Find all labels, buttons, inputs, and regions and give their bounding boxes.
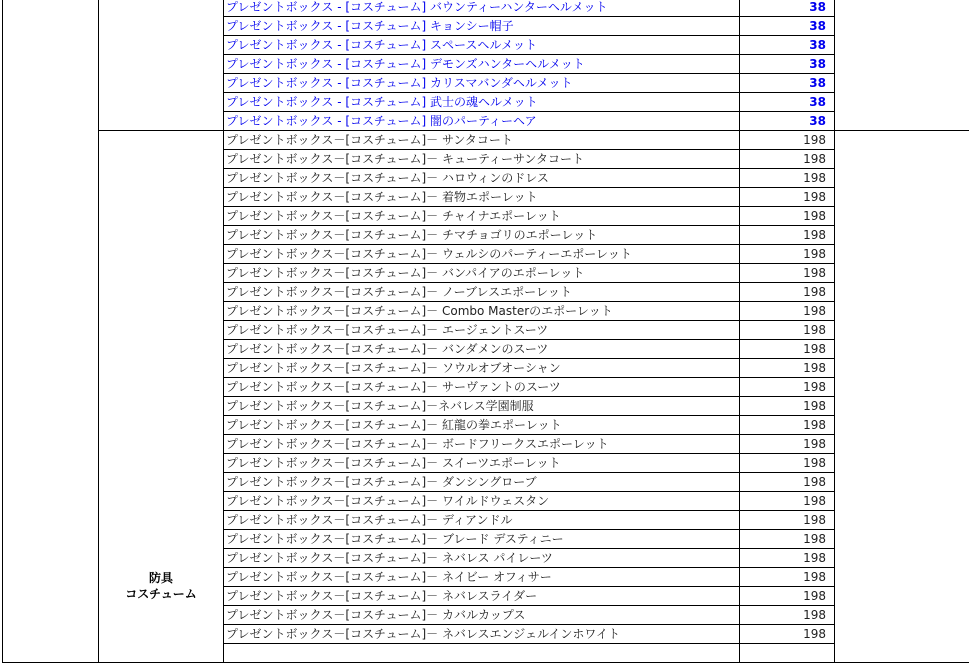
item-price: 198 [740,492,835,511]
item-name: プレゼントボックス－[コスチューム]－ ボードフリークスエポーレット [224,435,740,454]
item-name: プレゼントボックス－[コスチューム]－ バンパイアのエポーレット [224,264,740,283]
item-name: プレゼントボックス－[コスチューム]－ 紅龍の拳エポーレット [224,416,740,435]
item-price: 198 [740,321,835,340]
item-price: 198 [740,359,835,378]
item-price: 198 [740,245,835,264]
item-name: プレゼントボックス－[コスチューム]－ ワイルドウェスタン [224,492,740,511]
item-price: 38 [740,0,835,17]
item-price: 198 [740,207,835,226]
category-line-armor: 防具 [99,570,223,586]
item-price: 198 [740,302,835,321]
item-name: プレゼントボックス－[コスチューム]－ サンタコート [224,131,740,150]
item-name: プレゼントボックス－[コスチューム]－ キューティーサンタコート [224,150,740,169]
item-price: 198 [740,435,835,454]
item-price: 198 [740,264,835,283]
item-name: プレゼントボックス－[コスチューム]－ネバレス学園制服 [224,397,740,416]
item-price [740,644,835,663]
item-name: プレゼントボックス－[コスチューム]－ バンダメンのスーツ [224,340,740,359]
item-price: 198 [740,397,835,416]
item-price: 198 [740,169,835,188]
item-price: 198 [740,473,835,492]
item-name: プレゼントボックス－[コスチューム]－ ハロウィンのドレス [224,169,740,188]
item-price: 198 [740,188,835,207]
item-name: プレゼントボックス－[コスチューム]－ スイーツエポーレット [224,454,740,473]
item-name: プレゼントボックス－[コスチューム]－ Combo Masterのエポーレット [224,302,740,321]
item-name: プレゼントボックス－[コスチューム]－ ディアンドル [224,511,740,530]
item-name: プレゼントボックス－[コスチューム]－ エージェントスーツ [224,321,740,340]
table-row [3,0,969,17]
item-price: 38 [740,17,835,36]
item-price: 198 [740,568,835,587]
item-price: 198 [740,150,835,169]
item-name: プレゼントボックス - [コスチューム] スペースヘルメット [224,36,740,55]
item-name: プレゼントボックス - [コスチューム] キョンシー帽子 [224,17,740,36]
item-name: プレゼントボックス－[コスチューム]－ ダンシングローブ [224,473,740,492]
item-price: 38 [740,93,835,112]
item-price: 198 [740,454,835,473]
item-name: プレゼントボックス－[コスチューム]－ チャイナエポーレット [224,207,740,226]
item-name: プレゼントボックス－[コスチューム]－ ネイビー オフィサー [224,568,740,587]
item-price: 198 [740,283,835,302]
item-name: プレゼントボックス－[コスチューム]－ ウェルシのパーティーエポーレット [224,245,740,264]
note-cell [835,131,969,663]
item-price: 38 [740,74,835,93]
upper-category-cell [99,0,224,131]
item-name: プレゼントボックス－[コスチューム]－ ネバレスエンジェルインホワイト [224,625,740,644]
left-blank-column [3,0,99,663]
item-name: プレゼントボックス - [コスチューム] デモンズハンターヘルメット [224,55,740,74]
item-price: 198 [740,226,835,245]
item-name: プレゼントボックス－[コスチューム]－ ノーブレスエポーレット [224,283,740,302]
item-price-table [2,0,969,663]
item-name: プレゼントボックス－[コスチューム]－ ネバレスライダー [224,587,740,606]
item-name [224,644,740,663]
item-name: プレゼントボックス - [コスチューム] バウンティーハンターヘルメット [224,0,740,17]
item-price: 198 [740,549,835,568]
item-name: プレゼントボックス - [コスチューム] カリスマバンダヘルメット [224,74,740,93]
item-price: 198 [740,606,835,625]
item-price: 38 [740,36,835,55]
item-price: 198 [740,378,835,397]
item-name: プレゼントボックス－[コスチューム]－ サーヴァントのスーツ [224,378,740,397]
item-price: 198 [740,340,835,359]
item-price: 198 [740,587,835,606]
item-price: 198 [740,530,835,549]
item-price: 198 [740,625,835,644]
item-name: プレゼントボックス－[コスチューム]－ 着物エポーレット [224,188,740,207]
category-line-costume: コスチューム [99,586,223,602]
item-name: プレゼントボックス－[コスチューム]－ ソウルオブオーシャン [224,359,740,378]
item-name: プレゼントボックス－[コスチューム]－ ネバレス パイレーツ [224,549,740,568]
table-row [3,131,969,150]
item-name: プレゼントボックス - [コスチューム] 武士の魂ヘルメット [224,93,740,112]
item-price: 198 [740,416,835,435]
category-cell [99,131,224,663]
item-price: 38 [740,55,835,74]
item-price: 38 [740,112,835,131]
item-name: プレゼントボックス－[コスチューム]－ ブレード デスティニー [224,530,740,549]
item-price: 198 [740,511,835,530]
item-price: 198 [740,131,835,150]
item-name: プレゼントボックス－[コスチューム]－ チマチョゴリのエポーレット [224,226,740,245]
item-name: プレゼントボックス - [コスチューム] 闇のパーティーヘア [224,112,740,131]
note-cell [835,0,969,131]
item-name: プレゼントボックス－[コスチューム]－ カバルカップス [224,606,740,625]
